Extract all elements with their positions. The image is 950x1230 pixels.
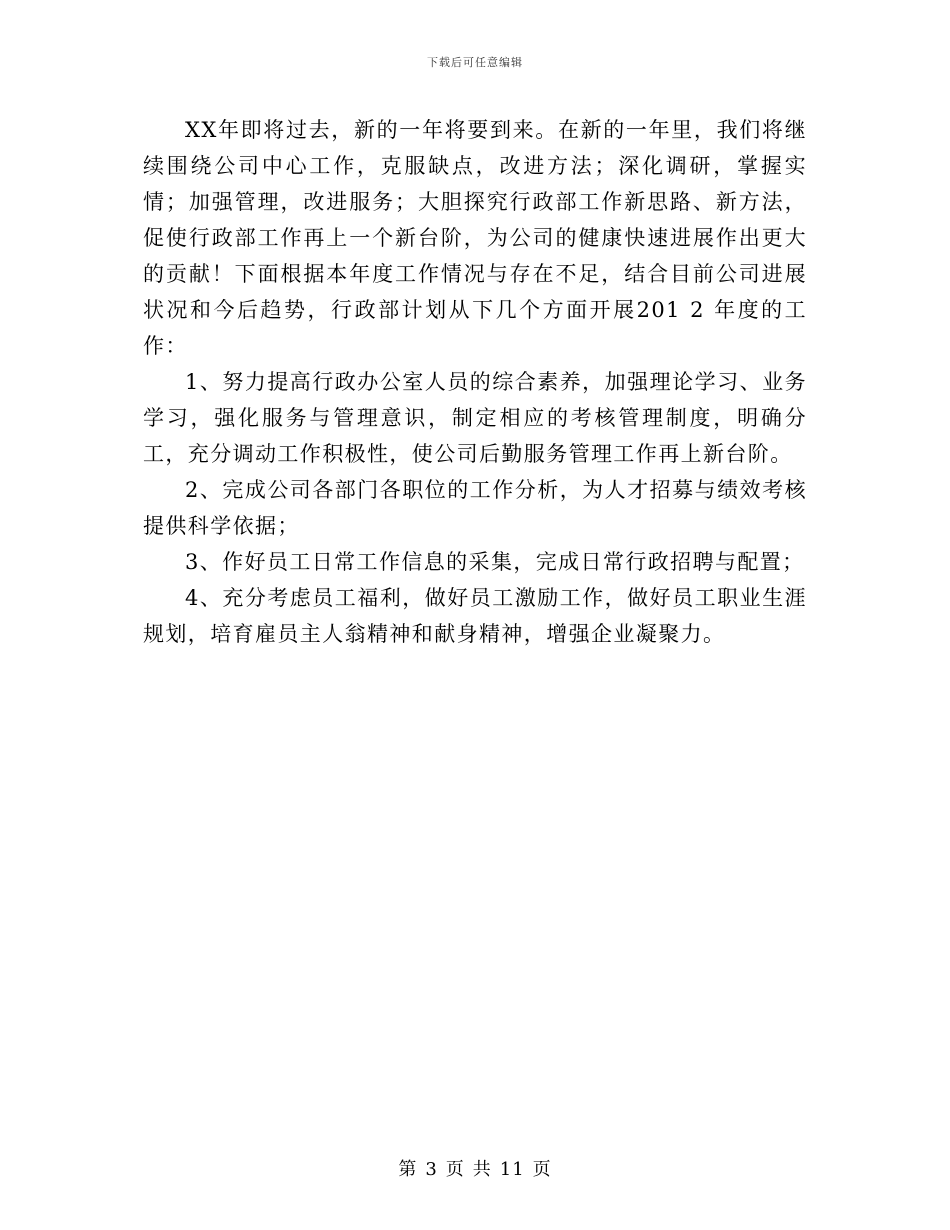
footer-suffix: 页 — [532, 1159, 552, 1180]
current-page-number: 3 — [425, 1159, 438, 1180]
document-body — [143, 112, 807, 652]
intro-paragraph: XX年即将过去，新的一年将要到来。在新的一年里，我们将继续围绕公司中心工作，克服缺点，改进方法；深化调研，掌握实情；加强管理，改进服务；大胆探究行政部工作新思路、新方法，促使行政部工作再上一个新台阶，为公司的健康快速进展作出更大的贡献！下面根据本年度工作情况与存在不足，结合目前公司进展状况和今后趋势，行政部计划从下几个方面开展201 2 年度的工作： — [143, 118, 807, 358]
list-item-1: 1、努力提高行政办公室人员的综合素养，加强理论学习、业务学习，强化服务与管理意识，制定相应的考核管理制度，明确分工，充分调动工作积极性，使公司后勤服务管理工作再上新台阶。 — [143, 370, 807, 466]
list-item-4: 4、充分考虑员工福利，做好员工激励工作，做好员工职业生涯规划，培育雇员主人翁精神和献身精神，增强企业凝聚力。 — [143, 586, 807, 646]
list-item-3: 3、作好员工日常工作信息的采集，完成日常行政招聘与配置； — [185, 550, 805, 574]
total-page-count: 11 — [499, 1159, 525, 1180]
list-item-2: 2、完成公司各部门各职位的工作分析，为人才招募与绩效考核提供科学依据； — [143, 478, 807, 538]
footer-total-word: 共 — [472, 1159, 492, 1180]
page-footer — [0, 1155, 950, 1181]
footer-prefix: 第 — [398, 1159, 418, 1180]
footer-page-word: 页 — [445, 1159, 465, 1180]
page-header: 下载后可任意编辑 — [427, 56, 523, 69]
